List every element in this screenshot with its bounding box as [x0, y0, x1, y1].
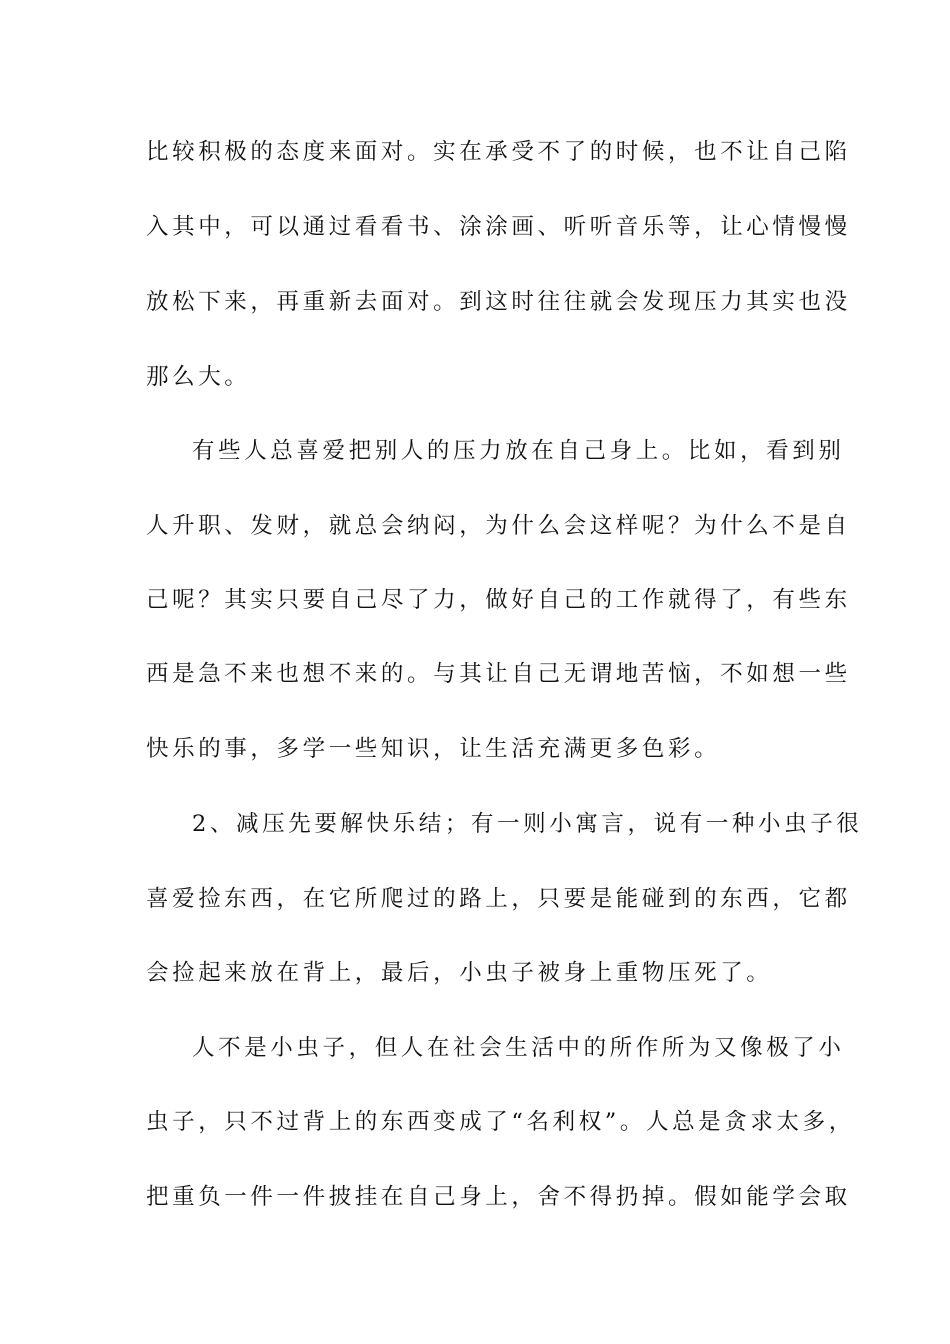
paragraph-line: 人不是小虫子，但人在社会生活中的所作所为又像极了小 [192, 1035, 845, 1061]
paragraph-line: 比较积极的态度来面对。实在承受不了的时候，也不让自己陷 [146, 139, 851, 165]
paragraph-line: 人升职、发财，就总会纳闷，为什么会这样呢？为什么不是自 [146, 513, 851, 539]
paragraph-line: 入其中，可以通过看看书、涂涂画、听听音乐等，让心情慢慢 [146, 214, 851, 240]
paragraph-line: 有些人总喜爱把别人的压力放在自己身上。比如，看到别 [192, 438, 845, 464]
paragraph-line: 虫子，只不过背上的东西变成了“名利权”。人总是贪求太多， [146, 1109, 855, 1135]
paragraph-line: 喜爱捡东西，在它所爬过的路上，只要是能碰到的东西，它都 [146, 886, 851, 912]
paragraph-line: 快乐的事，多学一些知识，让生活充满更多色彩。 [146, 736, 721, 762]
paragraph-line: 西是急不来也想不来的。与其让自己无谓地苦恼，不如想一些 [146, 661, 851, 687]
paragraph-line: 2、减压先要解快乐结；有一则小寓言，说有一种小虫子很 [192, 811, 863, 837]
paragraph-line: 会捡起来放在背上，最后，小虫子被身上重物压死了。 [146, 960, 773, 986]
paragraph-line: 那么大。 [146, 364, 251, 390]
paragraph-line: 把重负一件一件披挂在自己身上，舍不得扔掉。假如能学会取 [146, 1184, 851, 1210]
paragraph-line: 放松下来，再重新去面对。到这时往往就会发现压力其实也没 [146, 289, 851, 315]
paragraph-line: 己呢？其实只要自己尽了力，做好自己的工作就得了，有些东 [146, 587, 851, 613]
